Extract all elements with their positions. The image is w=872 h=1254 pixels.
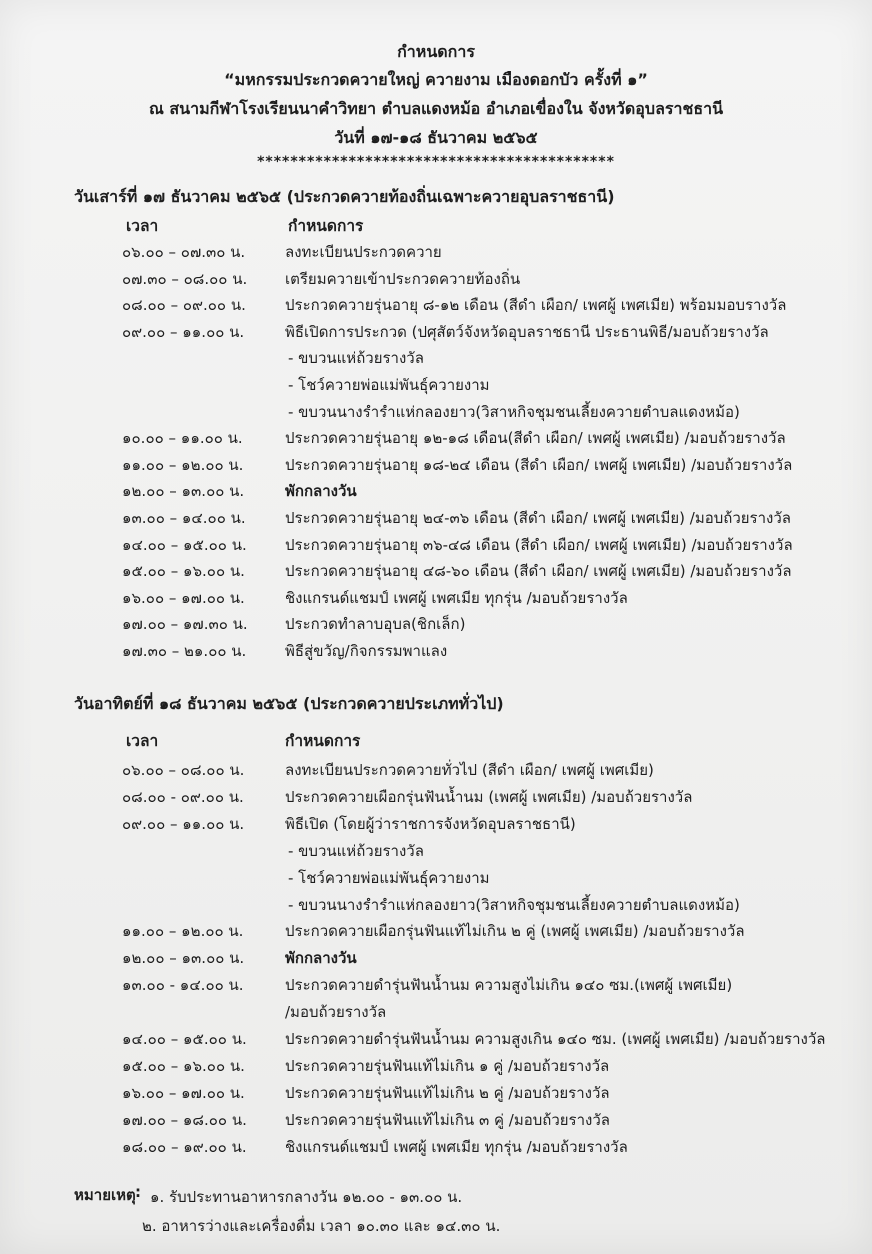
- schedule-row: [0, 866, 872, 892]
- schedule-row: [0, 426, 872, 452]
- row-activity: ลงทะเบียนประกวดควาย: [285, 243, 442, 261]
- schedule-row: [0, 758, 872, 784]
- row-activity: - ขบวนนางรำรำแห่กลองยาว(วิสาหกิจชุมชนเลี้ยงควายตำบลแดงหม้อ): [288, 402, 740, 421]
- schedule-row: [0, 1027, 872, 1053]
- day2-col-time: เวลา: [126, 732, 159, 750]
- schedule-row: [0, 506, 872, 532]
- row-time: ๐๙.๐๐ – ๑๑.๐๐ น.: [122, 814, 245, 833]
- row-activity: ประกวดควายรุ่นอายุ ๔๘-๖๐ เดือน (สีดำ เผือก/ เพศผู้ เพศเมีย) /มอบถ้วยรางวัล: [285, 562, 792, 581]
- row-time: ๐๙.๐๐ – ๑๑.๐๐ น.: [122, 322, 245, 341]
- row-activity: พิธีสู่ขวัญ/กิจกรรมพาแลง: [285, 642, 448, 660]
- row-activity: ประกวดควายรุ่นอายุ ๘-๑๒ เดือน (สีดำ เผือก/ เพศผู้ เพศเมีย) พร้อมมอบรางวัล: [285, 296, 787, 315]
- doc-title: กำหนดการ: [397, 42, 475, 61]
- row-time: ๑๕.๐๐ – ๑๖.๐๐ น.: [122, 562, 245, 581]
- row-time: ๐๖.๐๐ – ๐๘.๐๐ น.: [122, 761, 245, 779]
- row-time: ๑๒.๐๐ – ๑๓.๐๐ น.: [122, 949, 245, 968]
- row-activity: - ขบวนแห่ถ้วยรางวัล: [288, 349, 424, 368]
- event-name: “มหกรรมประกวดควายใหญ่ ควายงาม เมืองดอกบัว ครั้งที่ ๑”: [224, 70, 648, 89]
- schedule-row: [0, 453, 872, 479]
- schedule-row: [0, 1135, 872, 1161]
- event-dates: วันที่ ๑๗-๑๘ ธันวาคม ๒๕๖๕: [334, 128, 538, 147]
- row-activity: ประกวดควายรุ่นอายุ ๑๒-๑๘ เดือน(สีดำ เผือก/ เพศผู้ เพศเมีย) /มอบถ้วยรางวัล: [285, 429, 786, 448]
- row-time: ๑๗.๓๐ – ๒๑.๐๐ น.: [122, 642, 247, 660]
- notes-colon: :: [135, 1183, 141, 1201]
- schedule-row: [0, 1000, 872, 1026]
- row-time: ๑๗.๐๐ – ๑๘.๐๐ น.: [122, 1110, 247, 1129]
- row-time: ๑๑.๐๐ – ๑๒.๐๐ น.: [122, 922, 244, 941]
- star-divider: *******************************************: [257, 154, 615, 170]
- row-activity: ประกวดควายดำรุ่นฟันน้ำนม ความสูงไม่เกิน ๑๔๐ ซม.(เพศผู้ เพศเมีย): [285, 976, 733, 995]
- row-time: ๐๗.๓๐ – ๐๘.๐๐ น.: [122, 269, 248, 288]
- schedule-row: [0, 373, 872, 399]
- schedule-row: [0, 559, 872, 585]
- row-time: ๑๒.๐๐ – ๑๓.๐๐ น.: [122, 482, 245, 501]
- schedule-row: [0, 1108, 872, 1134]
- row-time: ๐๖.๐๐ – ๐๗.๓๐ น.: [122, 243, 246, 261]
- row-activity: ประกวดควายรุ่นฟันแท้ไม่เกิน ๒ คู่ /มอบถ้วยรางวัล: [285, 1083, 610, 1102]
- schedule-row: [0, 1081, 872, 1107]
- row-time: ๑๖.๐๐ – ๑๗.๐๐ น.: [122, 588, 245, 607]
- row-time: ๑๔.๐๐ – ๑๕.๐๐ น.: [122, 535, 247, 554]
- row-activity: - โชว์ควายพ่อแม่พันธุ์ควายงาม: [288, 376, 490, 394]
- row-activity: ประกวดควายรุ่นอายุ ๒๔-๓๖ เดือน (สีดำ เผือก/ เพศผู้ เพศเมีย) /มอบถ้วยรางวัล: [285, 509, 791, 527]
- day2-title: วันอาทิตย์ที่ ๑๘ ธันวาคม ๒๕๖๕ (ประกวดควายประเภททั่วไป): [74, 694, 504, 713]
- schedule-row: [0, 785, 872, 811]
- day1-col-time: เวลา: [126, 217, 159, 235]
- row-activity: ประกวดทำลาบอุบล(ชิกเล็ก): [285, 615, 466, 634]
- row-activity: พิธีเปิดการประกวด (ปศุสัตว์จังหวัดอุบลราชธานี ประธานพิธี/มอบถ้วยรางวัล: [285, 322, 769, 341]
- schedule-row: [0, 946, 872, 972]
- row-activity: พิธีเปิด (โดยผู้ว่าราชการจังหวัดอุบลราชธานี): [285, 814, 576, 833]
- note-item-1: ๑. รับประทานอาหารกลางวัน ๑๒.๐๐ - ๑๓.๐๐ น.: [150, 1188, 463, 1206]
- row-activity: ประกวดควายรุ่นอายุ ๓๖-๔๘ เดือน (สีดำ เผือก/ เพศผู้ เพศเมีย) /มอบถ้วยรางวัล: [285, 535, 793, 554]
- row-time: ๑๐.๐๐ – ๑๑.๐๐ น.: [122, 429, 243, 448]
- schedule-row: [0, 240, 872, 266]
- schedule-row: [0, 267, 872, 293]
- note-item-2: ๒. อาหารว่างและเครื่องดื่ม เวลา ๑๐.๓๐ และ ๑๔.๓๐ น.: [142, 1217, 501, 1235]
- row-activity: - ขบวนแห่ถ้วยรางวัล: [288, 841, 424, 860]
- row-time: ๑๖.๐๐ – ๑๗.๐๐ น.: [122, 1083, 245, 1102]
- schedule-row: [0, 639, 872, 665]
- row-activity: พักกลางวัน: [285, 482, 357, 501]
- day1-title: วันเสาร์ที่ ๑๗ ธันวาคม ๒๕๖๕ (ประกวดควายท้องถิ่นเฉพาะควายอุบลราชธานี): [74, 187, 615, 206]
- row-time: ๑๑.๐๐ – ๑๒.๐๐ น.: [122, 455, 244, 474]
- day2-col-activity: กำหนดการ: [285, 732, 361, 750]
- row-time: ๐๘.๐๐ - ๐๙.๐๐ น.: [122, 787, 244, 806]
- row-activity: พักกลางวัน: [285, 949, 357, 968]
- schedule-row: [0, 973, 872, 999]
- row-activity: - โชว์ควายพ่อแม่พันธุ์ควายงาม: [288, 868, 490, 887]
- schedule-row: [0, 893, 872, 919]
- event-venue: ณ สนามกีฬาโรงเรียนนาคำวิทยา ตำบลแดงหม้อ อำเภอเขื่องใน จังหวัดอุบลราชธานี: [149, 99, 723, 118]
- schedule-row: [0, 812, 872, 838]
- day1-col-activity: กำหนดการ: [288, 217, 364, 235]
- row-activity: ประกวดควายรุ่นฟันแท้ไม่เกิน ๓ คู่ /มอบถ้วยรางวัล: [285, 1110, 610, 1129]
- row-time: ๑๗.๐๐ – ๑๗.๓๐ น.: [122, 615, 248, 634]
- row-activity: ประกวดควายรุ่นอายุ ๑๘-๒๔ เดือน (สีดำ เผือก/ เพศผู้ เพศเมีย) /มอบถ้วยรางวัล: [285, 455, 793, 474]
- schedule-row: [0, 1054, 872, 1080]
- row-activity: - ขบวนนางรำรำแห่กลองยาว(วิสาหกิจชุมชนเลี้ยงควายตำบลแดงหม้อ): [288, 895, 740, 914]
- row-activity: ชิงแกรนด์แชมป์ เพศผู้ เพศเมีย ทุกรุ่น /มอบถ้วยรางวัล: [285, 1137, 628, 1156]
- row-time: ๑๘.๐๐ – ๑๙.๐๐ น.: [122, 1137, 247, 1156]
- row-activity: ประกวดควายดำรุ่นฟันน้ำนม ความสูงเกิน ๑๔๐ ซม. (เพศผู้ เพศเมีย) /มอบถ้วยรางวัล: [285, 1030, 826, 1048]
- row-activity: ประกวดควายเผือกรุ่นฟันน้ำนม (เพศผู้ เพศเมีย) /มอบถ้วยรางวัล: [285, 787, 693, 806]
- row-activity: ลงทะเบียนประกวดควายทั่วไป (สีดำ เผือก/ เพศผู้ เพศเมีย): [285, 761, 654, 779]
- row-time: ๑๔.๐๐ – ๑๕.๐๐ น.: [122, 1030, 247, 1048]
- row-activity: ประกวดควายเผือกรุ่นฟันแท้ไม่เกิน ๒ คู่ (เพศผู้ เพศเมีย) /มอบถ้วยรางวัล: [285, 922, 745, 941]
- schedule-row: [0, 400, 872, 426]
- row-time: ๐๘.๐๐ – ๐๙.๐๐ น.: [122, 296, 246, 315]
- schedule-row: [0, 479, 872, 505]
- schedule-row: [0, 293, 872, 319]
- row-activity: ประกวดควายรุ่นฟันแท้ไม่เกิน ๑ คู่ /มอบถ้วยรางวัล: [285, 1056, 610, 1075]
- row-time: ๑๓.๐๐ – ๑๔.๐๐ น.: [122, 509, 246, 527]
- row-activity: เตรียมควายเข้าประกวดควายท้องถิ่น: [285, 269, 521, 288]
- notes-label: หมายเหตุ: [74, 1186, 136, 1204]
- row-activity: /มอบถ้วยรางวัล: [285, 1003, 387, 1022]
- row-time: ๑๕.๐๐ – ๑๖.๐๐ น.: [122, 1056, 245, 1075]
- schedule-row: [0, 320, 872, 346]
- schedule-row: [0, 612, 872, 638]
- schedule-row: [0, 839, 872, 865]
- schedule-row: [0, 533, 872, 559]
- row-activity: ชิงแกรนด์แชมป์ เพศผู้ เพศเมีย ทุกรุ่น /มอบถ้วยรางวัล: [285, 588, 628, 607]
- schedule-row: [0, 346, 872, 372]
- row-time: ๑๓.๐๐ - ๑๔.๐๐ น.: [122, 976, 244, 995]
- schedule-row: [0, 919, 872, 945]
- schedule-row: [0, 586, 872, 612]
